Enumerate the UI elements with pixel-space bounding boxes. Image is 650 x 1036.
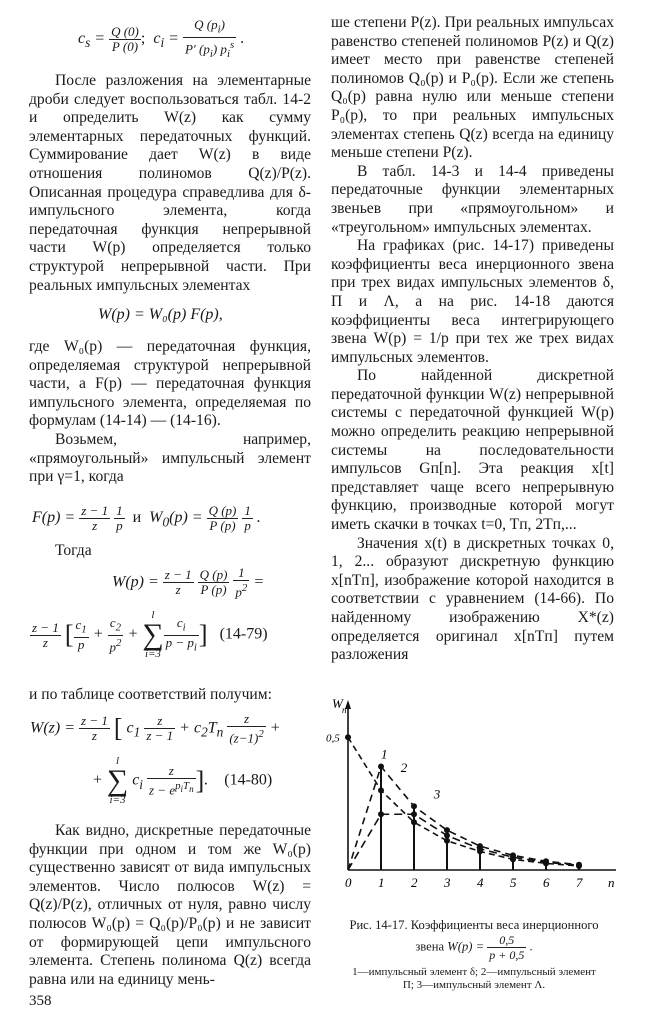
left-column	[29, 72, 311, 295]
data-point	[543, 859, 549, 865]
x-tick-label: 7	[576, 875, 583, 890]
left-column-5	[29, 822, 311, 989]
x-tick-label: 1	[378, 875, 385, 890]
figure-caption	[326, 918, 622, 962]
paragraph: После разложения на элементарные дроби следует воспользоваться табл. 14-2 и определить W(z) как сумму элементарных передаточных функций. Суммирование дает W(z) в виде отношения полиномов Q(z)/P(z). Описанная процедура справедлива для δ-импульсного элемента, когда передаточная функция непрерывной части W(p) определяется только структурой непрерывной части. При реальных импульсных элементах	[29, 72, 311, 294]
y-axis-label: W	[332, 696, 343, 711]
curve-label: 1	[381, 746, 388, 762]
x-tick-label: 5	[510, 875, 517, 890]
x-tick-label: 0	[345, 875, 352, 890]
data-point	[378, 763, 384, 769]
data-point	[576, 862, 582, 868]
legend-line: П; 3—импульсный элемент Λ.	[402, 979, 546, 991]
y-tick-label: 0,5	[326, 732, 340, 745]
equation-cs-ci: $c_s$ = $\frac{Q (0)}{P (0)}$ ; $c_i$ = $\frac{Q (p_i)}{P' (p_i) p_i^s}$ .	[78, 17, 245, 60]
right-column	[331, 14, 614, 665]
data-point	[411, 811, 417, 817]
data-point	[411, 803, 417, 809]
curve-series-2	[348, 766, 579, 870]
equation-14-80-b: + l ∑ i=3 $c_i$ $\frac{z}{z - e^{p_iT_п}}$ ]. (14-80)	[92, 755, 273, 806]
paragraph: Возьмем, например, «прямоугольный» импульсный элемент при γ=1, когда	[29, 430, 311, 486]
caption-den: p + 0,5	[489, 948, 525, 962]
data-point	[444, 838, 450, 844]
paragraph: Значения x(t) в дискретных точках 0, 1, 2... образуют дискретную функцию x[nTп], изображение которой находится в соответствии с уравнением (14-66). По найденному изображению X*(z) определяется оригинал x[nTп] путем разложения	[331, 534, 614, 664]
equation-14-80-a: W(z) = $\frac{z - 1}{z}$ [ $c_1$ $\frac{z}{z - 1}$ + $c_2T_п$ $\frac{z}{(z-1)^2}$ +	[30, 711, 281, 746]
data-point	[378, 811, 384, 817]
data-point	[444, 832, 450, 838]
x-tick-label: 4	[477, 875, 484, 890]
equation-number: (14-79)	[219, 625, 268, 643]
paragraph: В табл. 14-3 и 14-4 приведены передаточные функции элементарных звеньев при «прямоугольном» и «треугольном» импульсных элементах.	[331, 162, 614, 236]
x-tick-label: 3	[444, 875, 451, 890]
paragraph: Как видно, дискретные передаточные функции при одном и том же W₀(p) существенно зависят от вида импульсных элементов. Число полюсов W(z) = Q(z)/P(z), отличных от нуля, равно числу полюсов W₀(p) = Q₀(p)/P₀(p) и не зависит от формирующей цепи импульсного элемента. Степень полинома Q(z) всегда равна или на единицу мень-	[29, 822, 311, 988]
paragraph: где W₀(p) — передаточная функция, определяемая структурой непрерывной части, а F(p) — передаточная функция импульсного элемента, определяемая по формулам (14-14) — (14-16).	[29, 338, 311, 430]
data-point	[477, 846, 483, 852]
equation-number: (14-80)	[224, 771, 273, 789]
equation-f-p: F(p) = $\frac{z - 1}{z}$ $\frac{1}{p}$ и $W_0(p)$ = $\frac{Q (p)}{P (p)}$ $\frac{1}{p}$ .	[32, 503, 261, 533]
y-axis-sub: n	[342, 705, 347, 715]
left-column-3	[29, 542, 311, 561]
paragraph: Тогда	[55, 542, 92, 559]
caption-w: W(p) =	[447, 939, 485, 954]
caption-formula: звена W(p) = $\frac{0,5}{p + 0,5}$ .	[415, 933, 533, 962]
x-tick-label: 6	[543, 875, 550, 890]
data-point	[444, 827, 450, 833]
paragraph: и по таблице соответствий получим:	[29, 686, 272, 703]
equation-14-79: $\frac{z - 1}{z}$ [ $\frac{c_1}{p}$ + $\frac{c_2}{p^2}$ + l ∑ i=3 $\frac{c_i}{p - p_i}$ ] (14-79)	[32, 609, 268, 660]
curve-label: 3	[433, 786, 441, 802]
caption-title: Рис. 14-17. Коэффициенты веса инерционного	[349, 918, 599, 932]
paragraph: На графиках (рис. 14-17) приведены коэффициенты веса инерционного звена при трех видах импульсных элементов δ, П и Λ, а на рис. 14-18 даются коэффициенты веса интегрирующего звена W(p) = 1/p при тех же трех видах импульсных элементов.	[331, 237, 614, 366]
left-column-2	[29, 338, 311, 487]
curve-label: 2	[400, 759, 408, 775]
caption-word: звена	[415, 939, 445, 954]
legend-line: 1—импульсный элемент δ; 2—импульсный элемент	[352, 966, 596, 978]
left-column-4	[29, 686, 311, 705]
data-point	[510, 854, 516, 860]
data-point	[411, 819, 417, 825]
figure-14-17-chart	[326, 690, 626, 910]
page-number: 358	[29, 993, 52, 1009]
figure-legend	[318, 966, 630, 992]
data-point	[345, 734, 351, 740]
paragraph: По найденной дискретной передаточной функции W(z) непрерывной системы с передаточной функцией W(p) можно определить реакцию непрерывной системы на последовательности импульсов Gп[n]. Эта реакция x[t] представляет чаще всего непрерывную функцию, производные которой могут иметь скачки в точках t=0, Tп, 2Tп,...	[331, 367, 614, 534]
paragraph: ше степени P(z). При реальных импульсах равенство степеней полиномов P(z) и Q(z) имеет место при равенстве степеней полиномов Q₀(p) и P₀(p). Если же степень Q₀(p) равна нулю или меньше степени P₀(p), то при реальных импульсных элементах степень Q(z) всегда на единицу меньше степени P(z).	[331, 14, 614, 162]
data-point	[378, 787, 384, 793]
equation-w-z-1: W(p) = $\frac{z - 1}{z}$ $\frac{Q (p)}{P (p)}$ $\frac{1}{p^2}$ =	[112, 565, 265, 600]
caption-num: 0,5	[487, 933, 526, 948]
equation-w-p: W(p) = W₀(p) F(p),	[98, 306, 223, 323]
x-tick-label: 2	[411, 875, 418, 890]
x-axis-label: n	[608, 875, 615, 890]
